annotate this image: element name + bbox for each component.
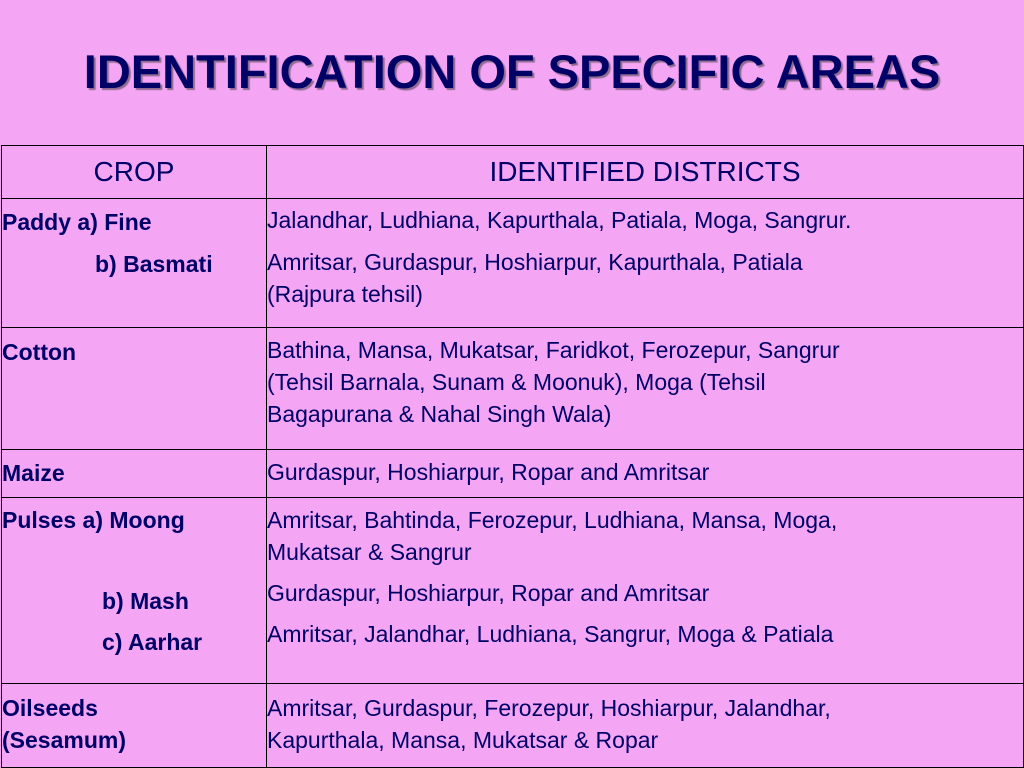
crop-label: Maize [2, 460, 65, 486]
districts-cell [267, 684, 1024, 768]
district-line: Kapurthala, Mansa, Mukatsar & Ropar [267, 727, 659, 753]
table-row [2, 684, 1024, 768]
page-title: IDENTIFICATION OF SPECIFIC AREAS [83, 45, 941, 98]
crop-label: (Sesamum) [2, 727, 126, 753]
district-line: (Tehsil Barnala, Sunam & Moonuk), Moga (Tehsil [267, 369, 766, 395]
table-row [2, 450, 1024, 498]
district-line: Amritsar, Bahtinda, Ferozepur, Ludhiana, Mansa, Moga, [267, 507, 838, 533]
crop-cell [2, 199, 267, 328]
crop-label: c) Aarhar [102, 629, 203, 655]
district-line: Mukatsar & Sangrur [267, 539, 472, 565]
table-row [2, 199, 1024, 328]
crop-cell [2, 328, 267, 450]
crop-label: Oilseeds [2, 695, 98, 721]
crop-cell [2, 684, 267, 768]
districts-cell [267, 199, 1024, 328]
table-row [2, 328, 1024, 450]
district-line: Bathina, Mansa, Mukatsar, Faridkot, Ferozepur, Sangrur [267, 337, 840, 363]
crop-label: Paddy a) Fine [2, 209, 152, 235]
crop-label: b) Basmati [95, 251, 213, 277]
crop-cell [2, 450, 267, 498]
district-line: Amritsar, Jalandhar, Ludhiana, Sangrur, Moga & Patiala [267, 621, 834, 647]
district-line: Amritsar, Gurdaspur, Hoshiarpur, Kapurthala, Patiala [267, 249, 803, 275]
district-line: Gurdaspur, Hoshiarpur, Ropar and Amritsar [267, 580, 710, 606]
district-line: Gurdaspur, Hoshiarpur, Ropar and Amritsar [267, 459, 710, 485]
district-line: Amritsar, Gurdaspur, Ferozepur, Hoshiarpur, Jalandhar, [267, 695, 831, 721]
crop-label: Pulses a) Moong [2, 507, 185, 533]
crop-label: Cotton [2, 339, 77, 365]
column-header-crop: CROP [2, 146, 267, 199]
district-line: Jalandhar, Ludhiana, Kapurthala, Patiala, Moga, Sangrur. [267, 207, 852, 233]
crop-districts-table [1, 145, 1024, 768]
district-line: (Rajpura tehsil) [267, 281, 423, 307]
table-header-row [2, 146, 1024, 199]
crop-cell [2, 498, 267, 684]
districts-cell [267, 450, 1024, 498]
districts-cell [267, 498, 1024, 684]
districts-cell [267, 328, 1024, 450]
district-line: Bagapurana & Nahal Singh Wala) [267, 401, 612, 427]
crop-label: b) Mash [102, 588, 189, 614]
table-row [2, 498, 1024, 684]
column-header-districts: IDENTIFIED DISTRICTS [267, 146, 1024, 199]
